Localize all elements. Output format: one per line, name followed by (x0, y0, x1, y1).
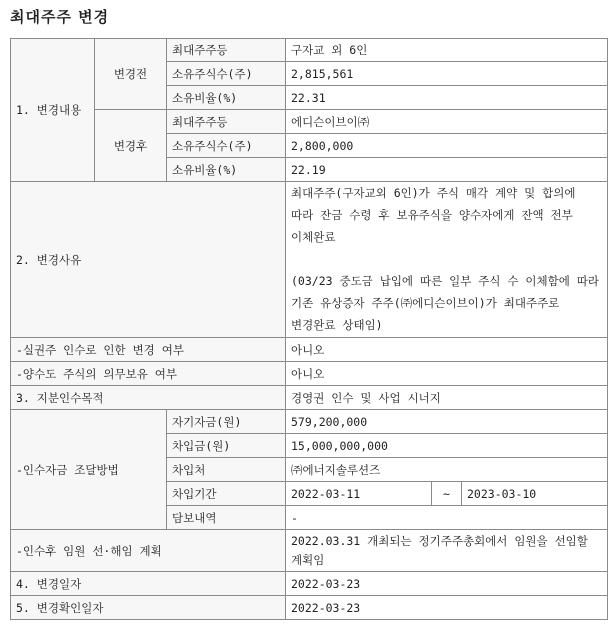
forfeited-shares-label: -실권주 인수로 인한 변경 여부 (11, 338, 286, 362)
before-label: 변경전 (95, 39, 167, 110)
loan-end-date: 2023-03-10 (462, 482, 608, 506)
confirm-date-value: 2022-03-23 (286, 596, 608, 620)
before-ratio-value: 22.31 (286, 86, 608, 110)
own-funds-value: 579,200,000 (286, 410, 608, 434)
change-reason-para1: 최대주주(구자교외 6인)가 주식 매각 계약 및 합의에 따라 잔금 수령 후 보유주식을 양수자에게 잔액 전부 이체완료 (291, 186, 576, 244)
change-reason-value (286, 182, 608, 338)
officer-plan-value: 2022.03.31 개최되는 정기주주총회에서 임원을 선임할 계획임 (286, 530, 608, 572)
own-funds-label: 자기자금(원) (167, 410, 286, 434)
funding-method-label: -인수자금 조달방법 (11, 410, 167, 530)
after-ratio-label: 소유비율(%) (167, 158, 286, 182)
change-reason-label: 2. 변경사유 (11, 182, 286, 338)
paragraph-spacer (291, 248, 602, 270)
before-ratio-label: 소유비율(%) (167, 86, 286, 110)
after-ratio-value: 22.19 (286, 158, 608, 182)
forfeited-shares-value: 아니오 (286, 338, 608, 362)
confirm-date-label: 5. 변경확인일자 (11, 596, 286, 620)
borrowed-value: 15,000,000,000 (286, 434, 608, 458)
after-holder-label: 최대주주등 (167, 110, 286, 134)
before-shares-value: 2,815,561 (286, 62, 608, 86)
page-title: 최대주주 변경 (10, 8, 110, 26)
after-shares-label: 소유주식수(주) (167, 134, 286, 158)
borrowed-label: 차입금(원) (167, 434, 286, 458)
change-date-label: 4. 변경일자 (11, 572, 286, 596)
lender-label: 차입처 (167, 458, 286, 482)
change-reason-para2: (03/23 중도금 납입에 따른 일부 주식 수 이체함에 따라 기존 유상증자 주주(㈜에디슨이브이)가 최대주주로 변경완료 상태임) (291, 274, 599, 332)
change-content-label: 1. 변경내용 (11, 39, 95, 182)
after-shares-value: 2,800,000 (286, 134, 608, 158)
after-holder-value: 에디슨이브이㈜ (286, 110, 608, 134)
before-holder-label: 최대주주등 (167, 39, 286, 62)
lockup-value: 아니오 (286, 362, 608, 386)
collateral-value: - (286, 506, 608, 530)
loan-start-date: 2022-03-11 (286, 482, 432, 506)
loan-period-label: 차입기간 (167, 482, 286, 506)
change-date-value: 2022-03-23 (286, 572, 608, 596)
lockup-label: -양수도 주식의 의무보유 여부 (11, 362, 286, 386)
disclosure-table (10, 38, 608, 620)
collateral-label: 담보내역 (167, 506, 286, 530)
lender-value: ㈜에너지솔루션즈 (286, 458, 608, 482)
after-label: 변경후 (95, 110, 167, 182)
before-shares-label: 소유주식수(주) (167, 62, 286, 86)
loan-period-separator: ~ (432, 482, 462, 506)
officer-plan-label: -인수후 임원 선·해임 계획 (11, 530, 286, 572)
acquisition-purpose-value: 경영권 인수 및 사업 시너지 (286, 386, 608, 410)
acquisition-purpose-label: 3. 지분인수목적 (11, 386, 286, 410)
before-holder-value: 구자교 외 6인 (286, 39, 608, 62)
